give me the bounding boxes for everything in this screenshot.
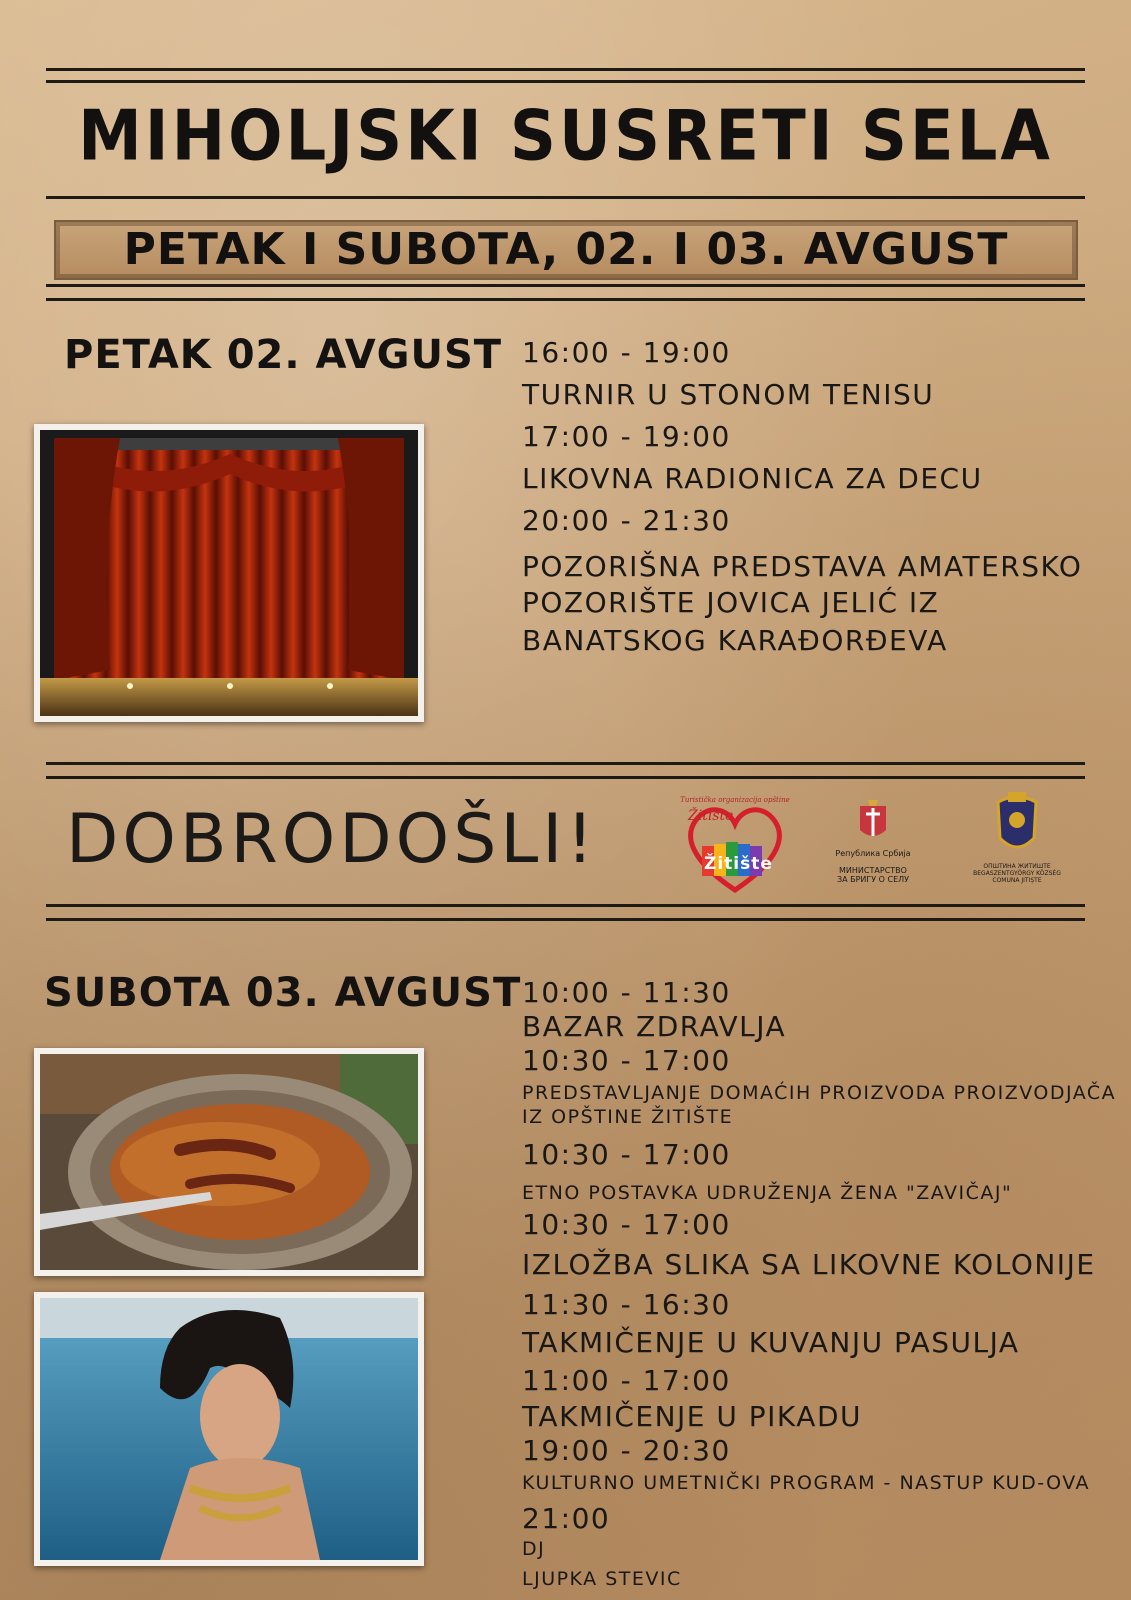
theater-stage-photo bbox=[34, 424, 424, 722]
serbia-ministry-logo bbox=[818, 796, 928, 892]
bean-stew-photo bbox=[34, 1048, 424, 1276]
top-rule-2 bbox=[46, 80, 1085, 83]
day2-line: 10:00 - 11:30 bbox=[522, 976, 731, 1009]
title-rule bbox=[46, 196, 1085, 199]
serbia-coat-of-arms-icon bbox=[818, 796, 928, 844]
banner-rule-1 bbox=[46, 284, 1085, 287]
crest-line-3: COMUNA JITIȘTE bbox=[992, 877, 1042, 884]
welcome-text: DOBRODOŠLI! bbox=[66, 800, 598, 879]
day1-line: POZORIŠNA PREDSTAVA AMATERSKO bbox=[522, 550, 1083, 583]
day1-line: POZORIŠTE JOVICA JELIĆ IZ bbox=[522, 586, 940, 619]
day1-line: 16:00 - 19:00 bbox=[522, 336, 731, 369]
day1-line: BANATSKOG KARAĐORĐEVA bbox=[522, 624, 948, 657]
day2-line: 11:30 - 16:30 bbox=[522, 1288, 731, 1321]
zitiste-logo bbox=[680, 796, 790, 896]
day2-line: LJUPKA STEVIC bbox=[522, 1568, 682, 1590]
day1-line: LIKOVNA RADIONICA ZA DECU bbox=[522, 462, 983, 495]
day2-line: TAKMIČENJE U PIKADU bbox=[522, 1400, 863, 1433]
day2-line: IZLOŽBA SLIKA SA LIKOVNE KOLONIJE bbox=[522, 1248, 1096, 1281]
serbia-line-1: Република Србија bbox=[835, 849, 911, 858]
municipality-crest-icon bbox=[962, 788, 1072, 858]
day2-line: ETNO POSTAVKA UDRUŽENJA ŽENA "ZAVIČAJ" bbox=[522, 1182, 1013, 1204]
day2-line: 10:30 - 17:00 bbox=[522, 1044, 731, 1077]
zitiste-small-text: Turistička organizacija opštine bbox=[680, 796, 790, 804]
welcome-rule-1 bbox=[46, 762, 1085, 765]
day1-line: 20:00 - 21:30 bbox=[522, 504, 731, 537]
singer-image bbox=[40, 1298, 418, 1560]
serbia-line-3: ЗА БРИГУ О СЕЛУ bbox=[836, 875, 910, 884]
welcome-rule-4 bbox=[46, 918, 1085, 921]
day2-line: PREDSTAVLJANJE DOMAĆIH PROIZVODA PROIZVODJAČA bbox=[522, 1082, 1117, 1104]
day1-line: 17:00 - 19:00 bbox=[522, 420, 731, 453]
day2-line: 11:00 - 17:00 bbox=[522, 1364, 731, 1397]
day2-line: 19:00 - 20:30 bbox=[522, 1434, 731, 1467]
day2-line: 10:30 - 17:00 bbox=[522, 1138, 731, 1171]
banner-rule-2 bbox=[46, 298, 1085, 301]
municipality-crest-logo bbox=[962, 788, 1072, 888]
zitiste-word: Žitište bbox=[688, 808, 734, 824]
day2-heading: SUBOTA 03. AVGUST bbox=[44, 970, 522, 1016]
day1-heading: PETAK 02. AVGUST bbox=[64, 332, 503, 378]
day2-line: BAZAR ZDRAVLJA bbox=[522, 1010, 787, 1043]
day2-line: KULTURNO UMETNIČKI PROGRAM - NASTUP KUD-OVA bbox=[522, 1472, 1090, 1494]
poster-title: MIHOLJSKI SUSRETI SELA bbox=[78, 97, 1053, 177]
date-banner: PETAK I SUBOTA, 02. I 03. AVGUST bbox=[54, 220, 1078, 280]
theater-stage-image bbox=[40, 430, 418, 716]
day2-line: 21:00 bbox=[522, 1502, 611, 1535]
bean-stew-image bbox=[40, 1054, 418, 1270]
day1-line: TURNIR U STONOM TENISU bbox=[522, 378, 935, 411]
welcome-rule-2 bbox=[46, 776, 1085, 779]
day2-line: TAKMIČENJE U KUVANJU PASULJA bbox=[522, 1326, 1020, 1359]
serbia-line-2: МИНИСТАРСТВО bbox=[839, 866, 907, 875]
crest-line-1: ОПШТИНА ЖИТИШТЕ bbox=[983, 863, 1051, 870]
singer-photo bbox=[34, 1292, 424, 1566]
day2-line: IZ OPŠTINE ŽITIŠTE bbox=[522, 1106, 734, 1128]
day2-line: 10:30 - 17:00 bbox=[522, 1208, 731, 1241]
top-rule-1 bbox=[46, 68, 1085, 71]
crest-line-2: BEGASZENTGYÖRGY KÖZSÉG bbox=[973, 870, 1061, 877]
day2-line: DJ bbox=[522, 1538, 546, 1560]
zitiste-heart-word: Žitište bbox=[704, 854, 773, 874]
welcome-rule-3 bbox=[46, 904, 1085, 907]
